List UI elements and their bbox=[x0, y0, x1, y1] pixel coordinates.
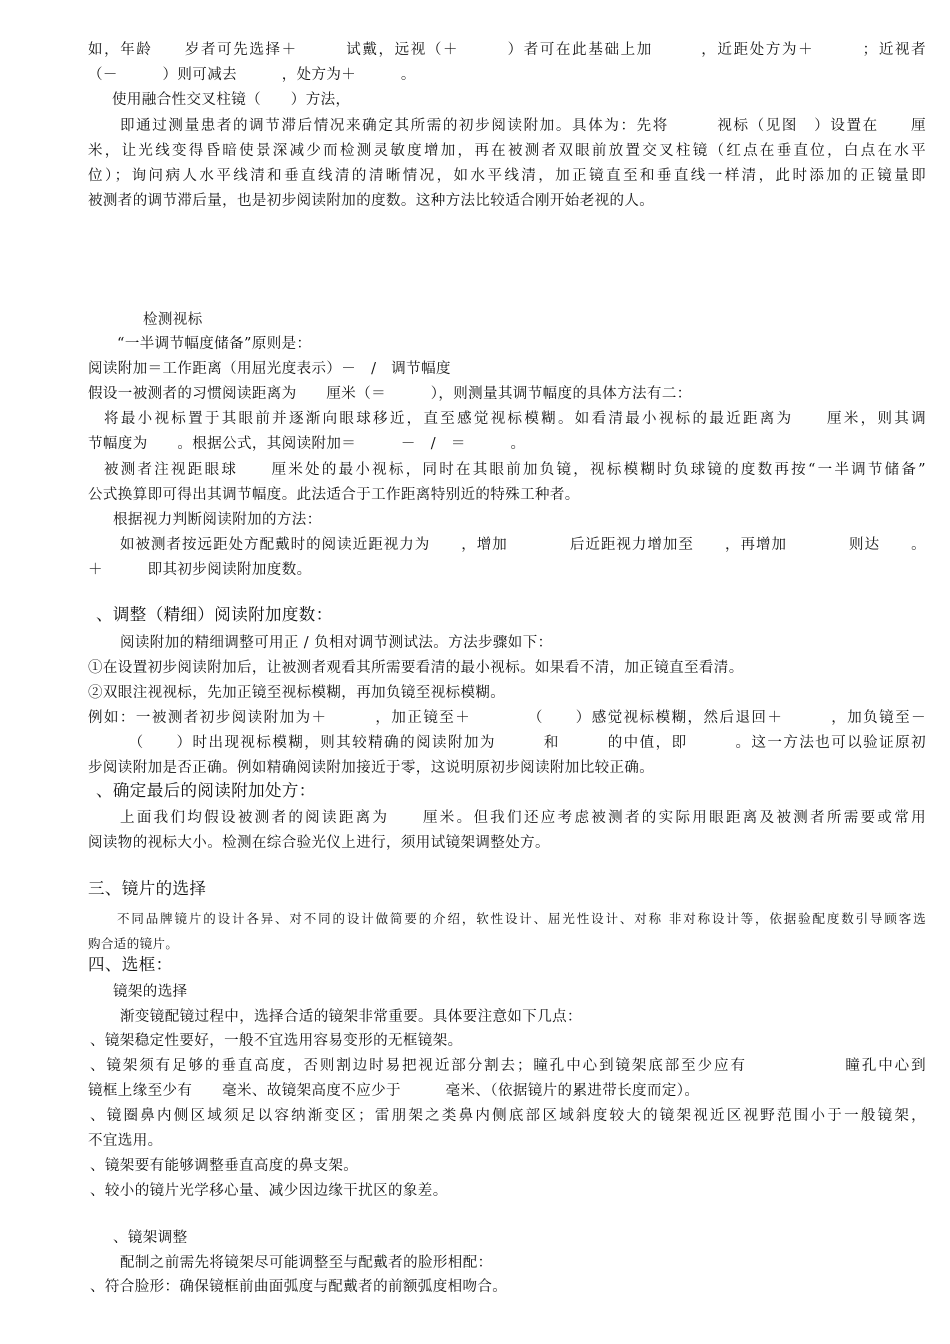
list-item: 、符合脸形：确保镜框前曲面弧度与配戴者的前额弧度相吻合。 bbox=[90, 1279, 508, 1295]
list-item: 、较小的镜片光学移心量、减少因边缘干扰区的象差。 bbox=[90, 1183, 448, 1199]
list-item: 、镜架稳定性要好，一般不宜选用容易变形的无框镜架。 bbox=[90, 1033, 463, 1049]
list-item: 、镜架须有足够的垂直高度，否则割边时易把视近部分割去；瞳孔中心到镜架底部至少应有 瞳孔中心到 bbox=[90, 1058, 926, 1074]
paragraph-line: 位）；询问病人水平线清和垂直线清的清晰情况，如水平线清，加正镜直至和垂直线一样清，此时添加的正镜量即 bbox=[88, 168, 926, 184]
paragraph-line: 不同品牌镜片的设计各异、对不同的设计做简要的介绍，软性设计、屈光性设计、对称 非对称设计等，依据验配度数引导顾客选 bbox=[117, 911, 926, 926]
section-heading: 三、镜片的选择 bbox=[88, 879, 207, 898]
paragraph-line: 步阅读附加是否正确。例如精确阅读附加接近于零，这说明原初步阅读附加比较正确。 bbox=[88, 760, 655, 776]
section-heading: 四、选框： bbox=[88, 955, 173, 974]
paragraph-line: 镜框上缘至少有 毫米、故镜架高度不应少于 毫米、（依据镜片的累进带长度而定）。 bbox=[88, 1083, 700, 1099]
paragraph-line: 不宜选用。 bbox=[88, 1133, 163, 1149]
paragraph-line: 根据视力判断阅读附加的方法： bbox=[113, 512, 322, 528]
paragraph-line: 公式换算即可得出其调节幅度。此法适合于工作距离特别近的特殊工种者。 bbox=[88, 487, 580, 503]
paragraph-line: 节幅度为 。根据公式，其阅读附加＝ － / ＝ 。 bbox=[88, 436, 526, 452]
paragraph-line: 例如：一被测者初步阅读附加为＋ ，加正镜至＋ （ ）感觉视标模糊，然后退回＋ ，加负镜至－ bbox=[88, 710, 926, 726]
paragraph-line: 阅读附加的精细调整可用正 / 负相对调节测试法。方法步骤如下： bbox=[120, 635, 553, 651]
figure-caption: 检测视标 bbox=[143, 312, 203, 328]
paragraph-line: 上面我们均假设被测者的阅读距离为 厘米。但我们还应考虑被测者的实际用眼距离及被测者所需要或常用 bbox=[120, 810, 926, 826]
subheading: 镜架的选择 bbox=[113, 984, 188, 1000]
paragraph-line: （ ）时出现视标模糊，则其较精确的阅读附加为 和 的中值，即 。这一方法也可以验证原初 bbox=[88, 735, 926, 751]
paragraph-line: ②双眼注视视标，先加正镜至视标模糊，再加负镜至视标模糊。 bbox=[88, 685, 506, 701]
paragraph-line: （－ ）则可减去 ，处方为＋ 。 bbox=[88, 67, 416, 83]
paragraph-line: “一半调节幅度储备”原则是： bbox=[117, 336, 312, 352]
paragraph-line: 将最小视标置于其眼前并逐渐向眼球移近，直至感觉视标模糊。如看清最小视标的最近距离为 厘米，则其调 bbox=[104, 411, 926, 427]
paragraph-line: ＋ 即其初步阅读附加度数。 bbox=[88, 562, 312, 578]
paragraph-line: 被测者注视距眼球 厘米处的最小视标，同时在其眼前加负镜，视标模糊时负球镜的度数再按“一半调节储备” bbox=[104, 462, 926, 478]
paragraph-line: 使用融合性交叉柱镜（ ）方法， bbox=[112, 92, 351, 108]
paragraph-line: 配制之前需先将镜架尽可能调整至与配戴者的脸形相配： bbox=[120, 1255, 493, 1271]
paragraph-line: 如被测者按远距处方配戴时的阅读近距视力为 ，增加 后近距视力增加至 ，再增加 则达 。 bbox=[120, 537, 926, 553]
paragraph-line: ①在设置初步阅读附加后，让被测者观看其所需要看清的最小视标。如果看不清，加正镜直至看清。 bbox=[88, 660, 744, 676]
paragraph-line: 阅读物的视标大小。检测在综合验光仪上进行，须用试镜架调整处方。 bbox=[88, 835, 550, 851]
paragraph-line: 即通过测量患者的调节滞后情况来确定其所需的初步阅读附加。具体为：先将 视标（见图 ）设置在 厘 bbox=[120, 118, 926, 134]
list-item: 、镜架要有能够调整垂直高度的鼻支架。 bbox=[90, 1158, 359, 1174]
paragraph-line: 假设一被测者的习惯阅读距离为 厘米（＝ ），则测量其调节幅度的具体方法有二： bbox=[88, 386, 692, 402]
paragraph-line: 如，年龄 岁者可先选择＋ 试戴，远视（＋ ）者可在此基础上加 ，近距处方为＋ ；近视者 bbox=[88, 42, 926, 58]
paragraph-line: 米，让光线变得昏暗使景深减少而检测灵敏度增加，再在被测者双眼前放置交叉柱镜（红点在垂直位，白点在水平 bbox=[88, 143, 926, 159]
paragraph-line: 购合适的镜片。 bbox=[88, 936, 179, 951]
list-item: 、镜圈鼻内侧区域须足以容纳渐变区；雷朋架之类鼻内侧底部区域斜度较大的镜架视近区视野范围小于一般镜架， bbox=[90, 1108, 926, 1124]
paragraph-line: 渐变镜配镜过程中，选择合适的镜架非常重要。具体要注意如下几点： bbox=[120, 1009, 582, 1025]
formula-line: 阅读附加＝工作距离（用屈光度表示）－ / 调节幅度 bbox=[88, 361, 451, 377]
section-heading: 、调整（精细）阅读附加度数： bbox=[96, 605, 333, 624]
subheading: 、镜架调整 bbox=[113, 1230, 188, 1246]
section-heading: 、确定最后的阅读附加处方： bbox=[96, 781, 316, 800]
paragraph-line: 被测者的调节滞后量，也是初步阅读附加的度数。这种方法比较适合刚开始老视的人。 bbox=[88, 193, 655, 209]
